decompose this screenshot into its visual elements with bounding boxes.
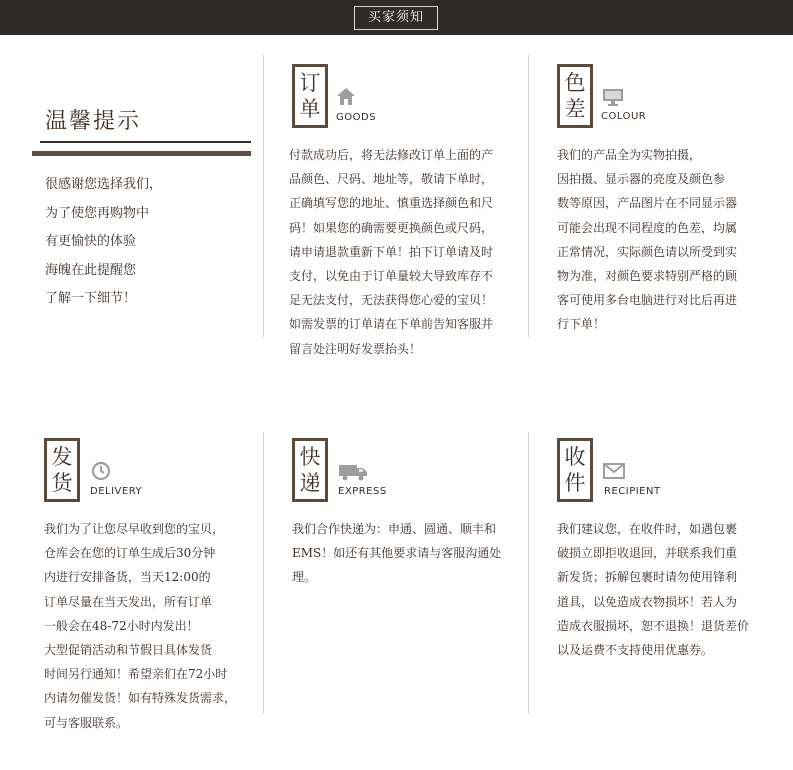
colour-text <box>557 143 737 337</box>
intro-line: 为了使您再购物中 <box>45 205 150 221</box>
title-char: 件 <box>564 471 586 495</box>
title-char: 收 <box>564 445 586 469</box>
express-label: EXPRESS <box>338 486 387 497</box>
text-line: 物为准，对颜色要求特别严格的顾 <box>557 269 738 284</box>
divider <box>528 432 529 714</box>
intro-line: 很感谢您选择我们， <box>45 177 163 192</box>
title-char: 发 <box>51 445 73 469</box>
goods-text <box>289 143 493 361</box>
truck-icon <box>338 463 368 481</box>
text-line: 可能会出现不同程度的色差，均属 <box>557 220 738 235</box>
intro-line: 了解一下细节！ <box>45 291 137 307</box>
text-line: 支付，以免由于订单量较大导致库存不 <box>289 269 494 284</box>
text-line: 我们合作快递为：申通、圆通、顺丰和 <box>292 522 497 536</box>
header-title: 买家须知 <box>354 6 438 30</box>
text-line: 行下单！ <box>557 317 606 332</box>
text-line: 正常情况，实际颜色请以所受到实 <box>557 244 738 259</box>
text-line: 留言处注明好发票抬头！ <box>289 341 422 356</box>
text-line: 新发货；拆解包裹时请勿使用锋利 <box>557 570 738 585</box>
title-char: 货 <box>51 471 73 495</box>
express-text <box>292 517 501 590</box>
text-line: 仓库会在您的订单生成后30分钟 <box>44 546 216 561</box>
colour-title-box <box>557 64 593 128</box>
text-line: 可与客服联系。 <box>44 715 129 730</box>
title-char: 快 <box>299 445 321 469</box>
text-line: EMS！如还有其他要求请与客服沟通处 <box>292 546 502 561</box>
intro-text <box>45 171 162 314</box>
text-line: 客可使用多台电脑进行对比后再进 <box>557 293 738 308</box>
text-line: 大型促销活动和节假日具体发货 <box>44 643 213 658</box>
divider <box>263 55 264 337</box>
text-line: 品颜色、尺码、地址等，敬请下单时， <box>289 172 494 187</box>
text-line: 正确填写您的地址、慎重选择颜色和尺 <box>289 196 494 211</box>
text-line: 我们的产品全为实物拍摄， <box>557 148 702 162</box>
house-icon <box>336 87 356 107</box>
divider <box>528 55 529 337</box>
goods-title-box <box>292 64 328 128</box>
text-line: 内请勿催发货！如有特殊发货需求， <box>44 691 237 706</box>
title-char: 差 <box>564 97 586 121</box>
header-bar <box>0 0 793 35</box>
recipient-title-box <box>557 438 593 502</box>
recipient-label: RECIPIENT <box>604 486 661 497</box>
text-line: 足无法支付，无法获得您心爱的宝贝！ <box>289 293 494 308</box>
text-line: 如需发票的订单请在下单前告知客服并 <box>289 317 494 332</box>
text-line: 请申请退款重新下单！拍下订单请及时 <box>289 244 494 259</box>
title-char: 递 <box>299 471 321 495</box>
title-char: 色 <box>564 71 586 95</box>
text-line: 订单尽量在当天发出，所有订单 <box>44 594 213 609</box>
intro-rule <box>40 141 251 143</box>
delivery-label: DELIVERY <box>90 486 143 497</box>
text-line: 造成衣服损坏，恕不退换！退货差价 <box>557 618 750 633</box>
intro-line: 海魄在此提醒您 <box>45 262 137 278</box>
text-line: 内进行安排备货，当天12:00的 <box>44 570 211 585</box>
clock-icon <box>91 461 111 481</box>
text-line: 一般会在48-72小时内发出！ <box>44 618 199 633</box>
title-char: 单 <box>299 97 321 121</box>
text-line: 码！如果您的确需要更换颜色或尺码， <box>289 220 494 235</box>
intro-line: 有更愉快的体验 <box>45 234 137 250</box>
delivery-text <box>44 517 236 735</box>
text-line: 以及运费不支持使用优惠券。 <box>557 643 714 658</box>
text-line: 因拍摄、显示器的亮度及颜色参 <box>557 172 726 187</box>
text-line: 我们为了让您尽早收到您的宝贝， <box>44 522 225 536</box>
intro-title: 温馨提示 <box>45 109 142 134</box>
text-line: 数等原因，产品图片在不同显示器 <box>557 196 738 211</box>
text-line: 破损立即拒收退回，并联系我们重 <box>557 546 738 561</box>
express-title-box <box>292 438 328 502</box>
goods-label: GOODS <box>336 112 377 123</box>
title-char: 订 <box>299 71 321 95</box>
envelope-icon <box>603 463 625 479</box>
delivery-title-box <box>44 438 80 502</box>
text-line: 付款成功后，将无法修改订单上面的产 <box>289 148 494 162</box>
monitor-icon <box>602 88 624 106</box>
text-line: 我们建议您，在收件时，如遇包裹 <box>557 522 738 536</box>
recipient-text <box>557 517 749 662</box>
text-line: 时间另行通知！希望亲们在72小时 <box>44 667 228 682</box>
text-line: 道具，以免造成衣物损坏！若人为 <box>557 594 738 609</box>
colour-label: COLOUR <box>601 111 647 122</box>
intro-rule-thick <box>32 151 251 156</box>
divider <box>263 432 264 714</box>
text-line: 理。 <box>292 570 317 585</box>
